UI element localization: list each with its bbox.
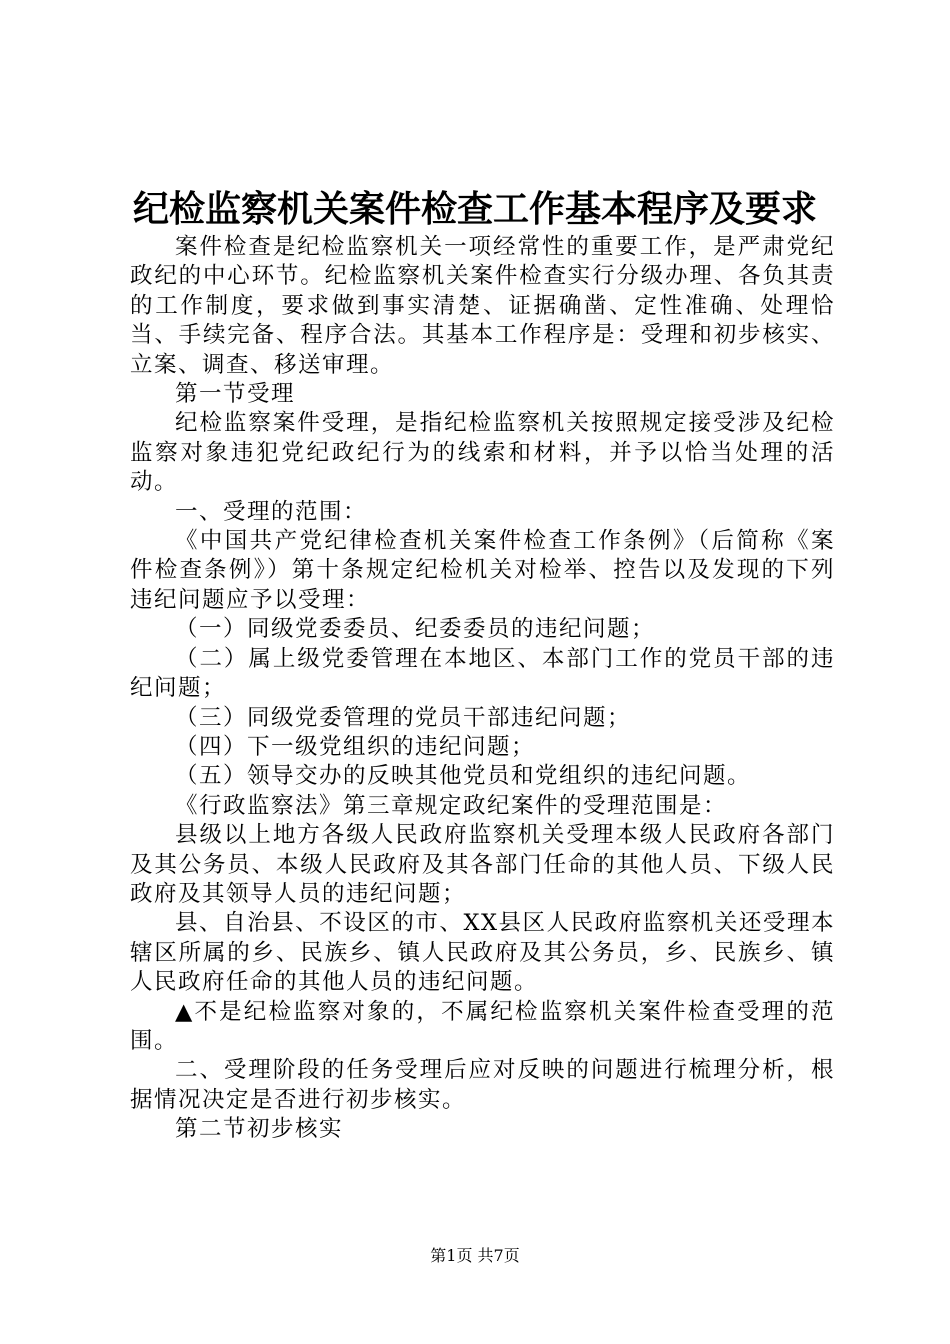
- list-item-3: （三）同级党委管理的党员干部违纪问题；: [175, 704, 632, 731]
- paragraph-task: 二、受理阶段的任务受理后应对反映的问题进行梳理分析，根据情况决定是否进行初步核实。: [130, 1057, 835, 1113]
- section-heading-2: 第二节初步核实: [175, 1116, 344, 1143]
- page-footer: 第1页 共7页: [430, 1246, 520, 1265]
- paragraph-definition: 纪检监察案件受理，是指纪检监察机关按照规定接受涉及纪检监察对象违犯党纪政纪行为的线索和材料，并予以恰当处理的活动。: [130, 410, 835, 496]
- paragraph-intro: 案件检查是纪检监察机关一项经常性的重要工作，是严肃党纪政纪的中心环节。纪检监察机关案件检查实行分级办理、各负其责的工作制度，要求做到事实清楚、证据确凿、定性准确、处理恰当、手续完备、程序合法。其基本工作程序是：受理和初步核实、立案、调查、移送审理。: [130, 234, 835, 378]
- document-body: [130, 233, 835, 1145]
- list-item-2: （二）属上级党委管理在本地区、本部门工作的党员干部的违纪问题；: [130, 645, 835, 702]
- section-heading-1: 第一节受理: [175, 381, 296, 408]
- document-title: 纪检监察机关案件检查工作基本程序及要求: [132, 189, 817, 230]
- list-item-1: （一）同级党委委员、纪委委员的违纪问题；: [175, 616, 656, 643]
- paragraph-admin-law: 《行政监察法》第三章规定政纪案件的受理范围是：: [175, 792, 728, 819]
- paragraph-township: 县、自治县、不设区的市、XX县区人民政府监察机关还受理本辖区所属的乡、民族乡、镇人民政府及其公务员，乡、民族乡、镇人民政府任命的其他人员的违纪问题。: [130, 910, 835, 996]
- list-item-5: （五）领导交办的反映其他党员和党组织的违纪问题。: [175, 763, 752, 790]
- paragraph-regulation: 《中国共产党纪律检查机关案件检查工作条例》（后简称《案件检查条例》）第十条规定纪检机关对检举、控告以及发现的下列违纪问题应予以受理：: [130, 528, 835, 613]
- paragraph-note: ▲不是纪检监察对象的，不属纪检监察机关案件检查受理的范围。: [130, 998, 835, 1054]
- list-item-4: （四）下一级党组织的违纪问题；: [175, 733, 536, 760]
- subsection-heading-scope: 一、受理的范围：: [175, 498, 368, 525]
- paragraph-county-level: 县级以上地方各级人民政府监察机关受理本级人民政府各部门及其公务员、本级人民政府及其各部门任命的其他人员、下级人民政府及其领导人员的违纪问题；: [130, 822, 835, 907]
